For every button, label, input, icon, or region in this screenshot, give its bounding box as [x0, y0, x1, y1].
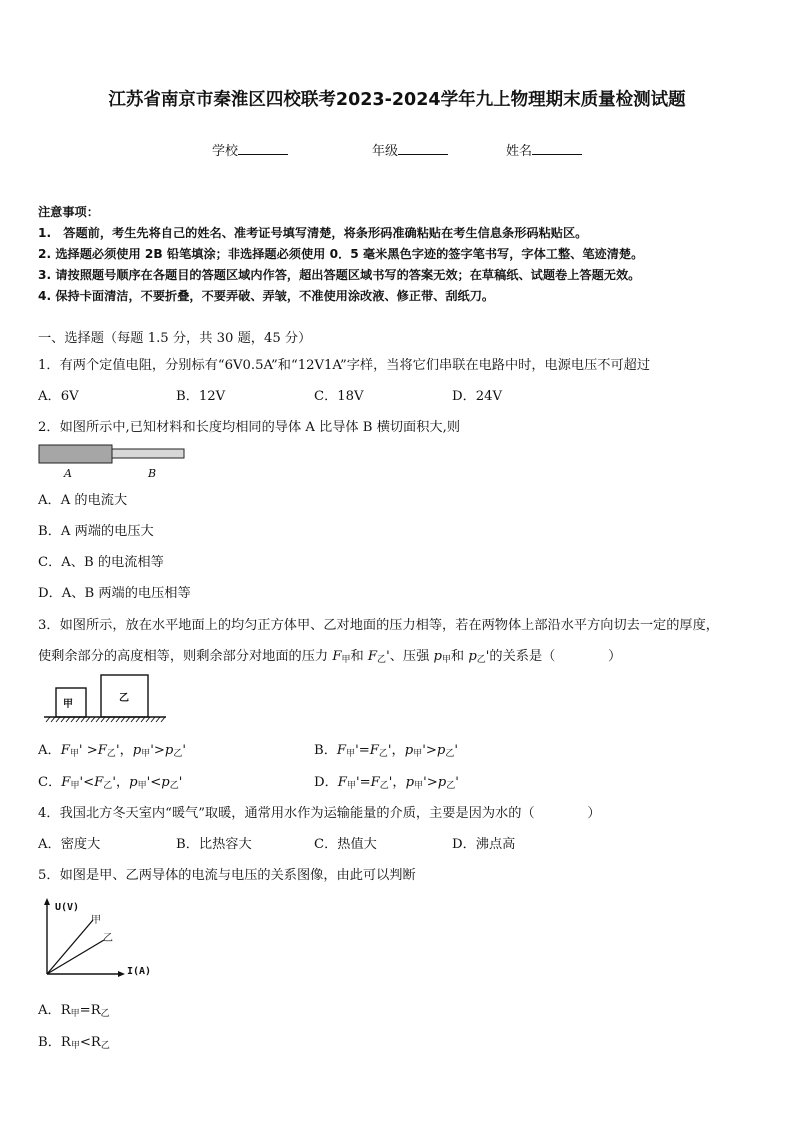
ground-hatch — [46, 717, 165, 722]
hatch-mark — [146, 717, 150, 722]
hatch-mark — [121, 717, 125, 722]
var-p: p — [436, 743, 446, 758]
var-p: p — [164, 743, 174, 758]
grade-field — [372, 140, 448, 159]
sub-jia: 甲 — [141, 749, 151, 759]
sub-jia: 甲 — [70, 1009, 80, 1019]
q3-text: '、压强 — [386, 649, 434, 664]
q3-stem-line2 — [38, 645, 621, 665]
sub-jia: 甲 — [70, 781, 80, 791]
q2-conductor-figure — [38, 444, 188, 484]
sub-yi: 乙 — [100, 1041, 110, 1051]
relation: ' > — [78, 743, 98, 758]
relation: '> — [150, 743, 165, 758]
var-p: p — [437, 775, 447, 790]
name-label: 姓名 — [506, 144, 533, 159]
hatch-mark — [46, 717, 50, 722]
hatch-mark — [81, 717, 85, 722]
var-f: F — [61, 775, 71, 790]
opt-text: B．R — [38, 1035, 71, 1050]
q1-option-b: B．12V — [176, 389, 226, 404]
notes-item: 1. 答题前，考生先将自己的姓名、准考证号填写清楚，将条形码准确粘贴在考生信息条形码粘贴区。 — [38, 226, 588, 240]
var-f: F — [370, 775, 380, 790]
sub-yi: 乙 — [446, 781, 456, 791]
sub-yi: 乙 — [378, 749, 388, 759]
y-axis-arrow — [44, 898, 50, 905]
q3-text: '的关系是（ ） — [485, 649, 622, 664]
relation: =R — [79, 1003, 101, 1018]
var-p: p — [468, 649, 477, 664]
var-p: p — [433, 649, 442, 664]
relation: ' — [455, 775, 459, 790]
sub-jia: 甲 — [341, 655, 351, 665]
q3-stem-line1: 3．如图所示，放在水平地面上的均匀正方体甲、乙对地面的压力相等，若在两物体上部沿水平方向切去一定的厚度， — [38, 618, 719, 633]
conductor-b — [112, 449, 184, 458]
relation: '< — [146, 775, 162, 790]
hatch-mark — [116, 717, 120, 722]
opt-letter: D． — [314, 775, 338, 790]
var-p: p — [405, 775, 415, 790]
sub-yi: 乙 — [100, 1009, 110, 1019]
relation: '= — [355, 743, 370, 758]
page-title: 江苏省南京市秦淮区四校联考2023-2024学年九上物理期末质量检测试题 — [108, 90, 686, 110]
relation: <R — [79, 1035, 101, 1050]
q1-option-a: A．6V — [38, 389, 79, 404]
hatch-mark — [91, 717, 95, 722]
relation: '< — [79, 775, 95, 790]
name-field — [506, 140, 582, 159]
q4-option-d: D．沸点高 — [452, 837, 516, 852]
school-blank — [238, 142, 288, 155]
sub-yi: 乙 — [106, 749, 116, 759]
var-f: F — [369, 743, 379, 758]
line-jia-label: 甲 — [91, 915, 101, 926]
q1-option-d: D．24V — [452, 389, 503, 404]
var-f: F — [336, 743, 347, 758]
name-blank — [532, 142, 582, 155]
fig-block-yi-label: 乙 — [119, 693, 129, 704]
hatch-mark — [156, 717, 160, 722]
q3-option-a — [38, 739, 186, 759]
opt-letter: B． — [314, 743, 337, 758]
q3-text: 和 — [350, 649, 368, 664]
relation: '， — [115, 743, 133, 758]
x-axis-arrow — [118, 971, 125, 977]
y-axis-label: U(V) — [55, 902, 80, 913]
sub-yi: 乙 — [476, 655, 486, 665]
opt-text: A．R — [38, 1003, 71, 1018]
hatch-mark — [61, 717, 65, 722]
q2-stem: 2．如图所示中,已知材料和长度均相同的导体 A 比导体 B 横切面积大,则 — [38, 420, 461, 435]
var-p: p — [161, 775, 170, 790]
line-yi-label: 乙 — [103, 933, 113, 944]
opt-letter: C． — [38, 775, 62, 790]
var-f: F — [367, 649, 378, 664]
q5-stem: 5．如图是甲、乙两导体的电流与电压的关系图像，由此可以判断 — [38, 868, 416, 883]
sub-jia: 甲 — [346, 749, 356, 759]
fig-label-a: A — [64, 467, 72, 480]
fig-block-jia-label: 甲 — [63, 699, 73, 710]
grade-label: 年级 — [372, 144, 399, 159]
q3-text: 使剩余部分的高度相等，则剩余部分对地面的压力 — [38, 649, 333, 664]
q5-option-b — [38, 1031, 110, 1051]
q4-option-c: C．热值大 — [314, 837, 377, 852]
sub-jia: 甲 — [69, 749, 79, 759]
relation: '> — [423, 775, 438, 790]
hatch-mark — [161, 717, 165, 722]
var-f: F — [337, 775, 347, 790]
q4-option-b: B．比热容大 — [176, 837, 252, 852]
sub-jia: 甲 — [441, 655, 451, 665]
hatch-mark — [76, 717, 80, 722]
relation: ' — [182, 743, 187, 758]
hatch-mark — [101, 717, 105, 722]
q2-option-b: B．A 两端的电压大 — [38, 524, 154, 539]
q3-option-b — [314, 739, 458, 759]
sub-yi: 乙 — [379, 781, 389, 791]
sub-yi: 乙 — [445, 749, 455, 759]
hatch-mark — [56, 717, 60, 722]
sub-yi: 乙 — [173, 749, 183, 759]
hatch-mark — [71, 717, 75, 722]
var-f: F — [332, 649, 342, 664]
q3-text: 和 — [450, 649, 469, 664]
relation: '， — [112, 775, 130, 790]
q4-stem: 4．我国北方冬天室内“暖气”取暖，通常用水作为运输能量的介质，主要是因为水的（ ） — [38, 806, 601, 821]
relation: '= — [355, 775, 371, 790]
var-f: F — [94, 775, 104, 790]
q2-option-d: D．A、B 两端的电压相等 — [38, 586, 191, 601]
q3-option-c — [38, 771, 182, 791]
q2-option-a: A．A 的电流大 — [38, 493, 128, 508]
var-p: p — [132, 743, 142, 758]
line-jia — [47, 920, 93, 974]
relation: ' — [178, 775, 183, 790]
line-yi — [47, 940, 104, 974]
var-f: F — [60, 743, 70, 758]
x-axis-label: I(A) — [127, 966, 152, 977]
hatch-mark — [136, 717, 140, 722]
sub-jia: 甲 — [413, 749, 423, 759]
grade-blank — [398, 142, 448, 155]
var-p: p — [404, 743, 414, 758]
hatch-mark — [141, 717, 145, 722]
hatch-mark — [96, 717, 100, 722]
hatch-mark — [86, 717, 90, 722]
q3-option-d — [314, 771, 459, 791]
var-p: p — [129, 775, 138, 790]
school-label: 学校 — [212, 144, 239, 159]
sub-yi: 乙 — [377, 655, 387, 665]
hatch-mark — [111, 717, 115, 722]
relation: '， — [387, 743, 405, 758]
relation: '> — [422, 743, 437, 758]
q1-stem: 1．有两个定值电阻，分别标有“6V0.5A”和“12V1A”字样，当将它们串联在电路中时，电源电压不可超过 — [38, 358, 651, 373]
q2-option-c: C．A、B 的电流相等 — [38, 555, 164, 570]
hatch-mark — [151, 717, 155, 722]
fig-label-b: B — [148, 467, 157, 480]
hatch-mark — [126, 717, 130, 722]
q4-option-a: A．密度大 — [38, 837, 101, 852]
q1-option-c: C．18V — [314, 389, 364, 404]
opt-letter: A． — [38, 743, 61, 758]
sub-jia: 甲 — [70, 1041, 80, 1051]
sub-yi: 乙 — [169, 781, 179, 791]
relation: '， — [388, 775, 406, 790]
relation: ' — [454, 743, 459, 758]
q5-option-a — [38, 999, 110, 1019]
section-heading: 一、选择题（每题 1.5 分，共 30 题，45 分） — [38, 331, 312, 346]
hatch-mark — [131, 717, 135, 722]
sub-jia: 甲 — [346, 781, 356, 791]
hatch-mark — [51, 717, 55, 722]
notes-item: 3. 请按照题号顺序在各题目的答题区域内作答，超出答题区域书写的答案无效；在草稿纸、试题卷上答题无效。 — [38, 268, 641, 282]
var-f: F — [97, 743, 107, 758]
conductor-a — [39, 445, 112, 463]
sub-jia: 甲 — [414, 781, 424, 791]
notes-item: 2. 选择题必须使用 2B 铅笔填涂；非选择题必须使用 0．5 毫米黑色字迹的签字笔书写，字体工整、笔迹清楚。 — [38, 247, 644, 261]
notes-item: 4. 保持卡面清洁，不要折叠，不要弄破、弄皱，不准使用涂改液、修正带、刮纸刀。 — [38, 289, 495, 303]
sub-yi: 乙 — [103, 781, 113, 791]
hatch-mark — [66, 717, 70, 722]
notes-heading: 注意事项： — [38, 205, 99, 219]
sub-jia: 甲 — [137, 781, 147, 791]
school-field — [212, 140, 288, 159]
hatch-mark — [106, 717, 110, 722]
